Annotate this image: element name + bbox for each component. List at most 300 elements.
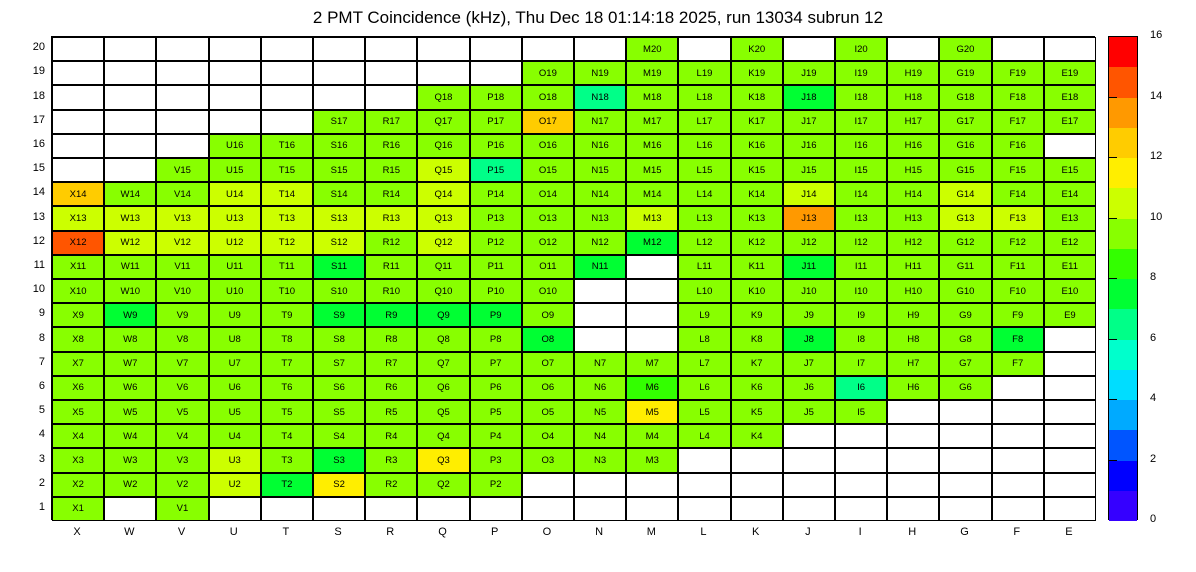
heatmap-cell: W13 (104, 206, 156, 230)
heatmap-cell: X7 (52, 352, 104, 376)
heatmap-cell: P3 (470, 448, 522, 472)
heatmap-cell: O8 (522, 327, 574, 351)
x-axis-tick-label: X (73, 526, 81, 538)
y-axis-tick-label: 14 (32, 186, 45, 199)
colorbar-segment (1109, 128, 1137, 158)
colorbar-segment (1109, 188, 1137, 218)
heatmap-cell-empty (887, 497, 939, 521)
heatmap-cell: U7 (209, 352, 261, 376)
heatmap-cell: R16 (365, 134, 417, 158)
heatmap-cell: S15 (313, 158, 365, 182)
heatmap-cell: S2 (313, 473, 365, 497)
colorbar-tick-mark (1108, 339, 1117, 340)
heatmap-cell: W11 (104, 255, 156, 279)
heatmap-cell: E12 (1044, 231, 1096, 255)
heatmap-cell: K6 (731, 376, 783, 400)
heatmap-cell: L6 (678, 376, 730, 400)
heatmap-cell-empty (939, 448, 991, 472)
heatmap-cell: X6 (52, 376, 104, 400)
heatmap-cell: K7 (731, 352, 783, 376)
heatmap-cell-empty (52, 158, 104, 182)
heatmap-cell: T14 (261, 182, 313, 206)
colorbar-segment (1109, 370, 1137, 400)
heatmap-cell: Q15 (417, 158, 469, 182)
heatmap-cell: T15 (261, 158, 313, 182)
heatmap-cell: U13 (209, 206, 261, 230)
heatmap-cell-empty (887, 448, 939, 472)
heatmap-cell: V2 (156, 473, 208, 497)
heatmap-cell: P7 (470, 352, 522, 376)
heatmap-cell-empty (887, 424, 939, 448)
heatmap-cell: N4 (574, 424, 626, 448)
colorbar-segment (1109, 37, 1137, 67)
x-axis-tick-label: K (752, 526, 760, 538)
heatmap-cell: R11 (365, 255, 417, 279)
heatmap-cell: K9 (731, 303, 783, 327)
heatmap-cell-empty (104, 85, 156, 109)
heatmap-cell: U2 (209, 473, 261, 497)
heatmap-cell-empty (731, 497, 783, 521)
heatmap-cell-empty (835, 424, 887, 448)
heatmap-cell: R13 (365, 206, 417, 230)
heatmap-cell-empty (835, 497, 887, 521)
heatmap-cell-empty (209, 37, 261, 61)
heatmap-cell: H9 (887, 303, 939, 327)
heatmap-cell: H18 (887, 85, 939, 109)
heatmap-cell: N12 (574, 231, 626, 255)
heatmap-cell: V5 (156, 400, 208, 424)
heatmap-cell: O3 (522, 448, 574, 472)
heatmap-cell-empty (992, 400, 1044, 424)
heatmap-cell-empty (783, 473, 835, 497)
heatmap-cell: M14 (626, 182, 678, 206)
colorbar-tick-label: 8 (1150, 271, 1157, 283)
heatmap-cell: F15 (992, 158, 1044, 182)
heatmap-cell: Q2 (417, 473, 469, 497)
heatmap-cell: M15 (626, 158, 678, 182)
heatmap-cell-empty (209, 497, 261, 521)
heatmap-cell-empty (992, 497, 1044, 521)
heatmap-cell: K18 (731, 85, 783, 109)
heatmap-cell: W3 (104, 448, 156, 472)
heatmap-cell-empty (1044, 376, 1096, 400)
heatmap-cell-empty (261, 37, 313, 61)
heatmap-cell-empty (365, 37, 417, 61)
heatmap-cell: P12 (470, 231, 522, 255)
heatmap-cell: L7 (678, 352, 730, 376)
heatmap-cell: T9 (261, 303, 313, 327)
heatmap-cell: E13 (1044, 206, 1096, 230)
heatmap-cell: I9 (835, 303, 887, 327)
heatmap-cell: K13 (731, 206, 783, 230)
heatmap-cell: T7 (261, 352, 313, 376)
colorbar-tick-mark (1108, 399, 1117, 400)
heatmap-cell: T2 (261, 473, 313, 497)
heatmap-cell-empty (939, 473, 991, 497)
heatmap-cell: H7 (887, 352, 939, 376)
heatmap-cell-empty (313, 497, 365, 521)
heatmap-cell-empty (522, 473, 574, 497)
heatmap-cell: P8 (470, 327, 522, 351)
heatmap-cell-empty (1044, 448, 1096, 472)
heatmap-cell: X4 (52, 424, 104, 448)
heatmap-cell-empty (209, 110, 261, 134)
heatmap-cell-empty (261, 110, 313, 134)
heatmap-cell: O7 (522, 352, 574, 376)
heatmap-cell: L17 (678, 110, 730, 134)
heatmap-cell: P17 (470, 110, 522, 134)
heatmap-cell: G20 (939, 37, 991, 61)
colorbar-segment (1109, 430, 1137, 460)
heatmap-cell-empty (52, 134, 104, 158)
heatmap-cell: J13 (783, 206, 835, 230)
heatmap-cell: S4 (313, 424, 365, 448)
colorbar-tick-label: 14 (1150, 89, 1163, 102)
heatmap-cell-empty (939, 497, 991, 521)
heatmap-cell: L16 (678, 134, 730, 158)
heatmap-cell: O10 (522, 279, 574, 303)
y-axis-tick-label: 19 (32, 65, 45, 78)
heatmap-cell: G12 (939, 231, 991, 255)
heatmap-cell: J6 (783, 376, 835, 400)
heatmap-cell: I16 (835, 134, 887, 158)
heatmap-cell-empty (156, 37, 208, 61)
heatmap-cell-empty (731, 473, 783, 497)
heatmap-cell: F8 (992, 327, 1044, 351)
heatmap-cell: O17 (522, 110, 574, 134)
x-axis-tick-label: M (646, 526, 656, 538)
heatmap-cell: G6 (939, 376, 991, 400)
heatmap-cell: S14 (313, 182, 365, 206)
heatmap-cell: G15 (939, 158, 991, 182)
heatmap-cell: J12 (783, 231, 835, 255)
heatmap-cell: Q3 (417, 448, 469, 472)
heatmap-cell: E15 (1044, 158, 1096, 182)
heatmap-cell: E9 (1044, 303, 1096, 327)
heatmap-cell: N17 (574, 110, 626, 134)
heatmap-cell-empty (417, 497, 469, 521)
heatmap-cell-empty (731, 448, 783, 472)
heatmap-cell-empty (626, 255, 678, 279)
heatmap-cell: V11 (156, 255, 208, 279)
heatmap-cell: H14 (887, 182, 939, 206)
heatmap-cell: W9 (104, 303, 156, 327)
x-axis-tick-label: G (960, 526, 969, 538)
heatmap-cell: I7 (835, 352, 887, 376)
heatmap-cell: V9 (156, 303, 208, 327)
y-axis-tick-label: 11 (33, 258, 45, 271)
heatmap-cell: K5 (731, 400, 783, 424)
heatmap-cell: G7 (939, 352, 991, 376)
heatmap-cell-empty (574, 279, 626, 303)
heatmap-cell: G17 (939, 110, 991, 134)
heatmap-cell: S5 (313, 400, 365, 424)
heatmap-cell-empty (574, 303, 626, 327)
heatmap-cell-empty (626, 327, 678, 351)
heatmap-cell: P16 (470, 134, 522, 158)
heatmap-cell: P10 (470, 279, 522, 303)
heatmap-cell-empty (104, 134, 156, 158)
heatmap-cell-empty (678, 448, 730, 472)
heatmap-cell: O11 (522, 255, 574, 279)
heatmap-cell: L11 (678, 255, 730, 279)
heatmap-cell-empty (104, 110, 156, 134)
y-axis-tick-label: 9 (38, 307, 45, 320)
heatmap-cell: Q13 (417, 206, 469, 230)
heatmap-cell: X10 (52, 279, 104, 303)
heatmap-cell: H16 (887, 134, 939, 158)
heatmap-cell: I12 (835, 231, 887, 255)
heatmap-cell: R15 (365, 158, 417, 182)
heatmap-cell: S12 (313, 231, 365, 255)
heatmap-cell: N3 (574, 448, 626, 472)
heatmap-cell: M4 (626, 424, 678, 448)
heatmap-cell: S16 (313, 134, 365, 158)
heatmap-cell: K10 (731, 279, 783, 303)
heatmap-cell: K15 (731, 158, 783, 182)
heatmap-cell: N19 (574, 61, 626, 85)
heatmap-cell: F16 (992, 134, 1044, 158)
heatmap-cell: F18 (992, 85, 1044, 109)
heatmap-cell: R2 (365, 473, 417, 497)
heatmap-cell: M13 (626, 206, 678, 230)
heatmap-cell: I17 (835, 110, 887, 134)
heatmap-cell-empty (104, 37, 156, 61)
heatmap-cell: H19 (887, 61, 939, 85)
heatmap-cell: N11 (574, 255, 626, 279)
x-axis-tick-label: U (229, 526, 238, 538)
heatmap-cell-empty (992, 37, 1044, 61)
colorbar-segment (1109, 309, 1137, 339)
heatmap-cell-empty (522, 497, 574, 521)
heatmap-cell: W12 (104, 231, 156, 255)
heatmap-cell-empty (992, 376, 1044, 400)
heatmap-cell: I11 (835, 255, 887, 279)
heatmap-cell: Q4 (417, 424, 469, 448)
heatmap-cell: I18 (835, 85, 887, 109)
heatmap-cell: S3 (313, 448, 365, 472)
heatmap-cell: I8 (835, 327, 887, 351)
heatmap-cell: J8 (783, 327, 835, 351)
heatmap-cell: Q7 (417, 352, 469, 376)
heatmap-cell: R9 (365, 303, 417, 327)
heatmap-cell: V7 (156, 352, 208, 376)
heatmap-cell: J11 (783, 255, 835, 279)
heatmap-cell: X12 (52, 231, 104, 255)
y-axis-tick-label: 15 (32, 162, 45, 175)
heatmap-cell: L10 (678, 279, 730, 303)
heatmap-cell-empty (209, 85, 261, 109)
heatmap-cell: E14 (1044, 182, 1096, 206)
heatmap-cell: T3 (261, 448, 313, 472)
heatmap-cell-empty (1044, 327, 1096, 351)
x-axis-tick-label: I (858, 526, 862, 538)
heatmap-cell: Q17 (417, 110, 469, 134)
heatmap-cell: P2 (470, 473, 522, 497)
x-axis-tick-label: E (1065, 526, 1073, 538)
heatmap-cell: U8 (209, 327, 261, 351)
heatmap-cell-empty (887, 37, 939, 61)
heatmap-cell: H8 (887, 327, 939, 351)
heatmap-cell: F10 (992, 279, 1044, 303)
heatmap-cell-empty (626, 497, 678, 521)
colorbar-tick-label: 2 (1150, 452, 1157, 465)
colorbar-tick-label: 6 (1150, 331, 1157, 344)
heatmap-cell: S8 (313, 327, 365, 351)
heatmap-cell-empty (156, 85, 208, 109)
heatmap-cell: S11 (313, 255, 365, 279)
heatmap-cell: V1 (156, 497, 208, 521)
y-axis-tick-label: 12 (32, 234, 45, 247)
colorbar-segment (1109, 249, 1137, 279)
heatmap-cell: G18 (939, 85, 991, 109)
heatmap-cell-empty (1044, 497, 1096, 521)
heatmap-cell: R12 (365, 231, 417, 255)
heatmap-cell: O16 (522, 134, 574, 158)
heatmap-cell: R3 (365, 448, 417, 472)
y-axis-tick-label: 3 (38, 452, 45, 465)
heatmap-cell-empty (939, 424, 991, 448)
heatmap-cell: O6 (522, 376, 574, 400)
heatmap-cell: U6 (209, 376, 261, 400)
heatmap-cell: F17 (992, 110, 1044, 134)
heatmap-cell: T4 (261, 424, 313, 448)
heatmap-cell: L19 (678, 61, 730, 85)
heatmap-cell-empty (156, 134, 208, 158)
heatmap-cell: Q5 (417, 400, 469, 424)
heatmap-cell: O14 (522, 182, 574, 206)
heatmap-cell-empty (783, 497, 835, 521)
heatmap-cell-empty (104, 497, 156, 521)
heatmap-cell-empty (1044, 37, 1096, 61)
colorbar-tick-label: 0 (1150, 513, 1157, 525)
heatmap-cell: H13 (887, 206, 939, 230)
heatmap-cell-empty (835, 448, 887, 472)
heatmap-cell: Q12 (417, 231, 469, 255)
heatmap-cell: W4 (104, 424, 156, 448)
heatmap-cell: S9 (313, 303, 365, 327)
heatmap-cell: L18 (678, 85, 730, 109)
heatmap-cell: N7 (574, 352, 626, 376)
heatmap-cell: U3 (209, 448, 261, 472)
colorbar-tick-mark (1108, 157, 1117, 158)
colorbar-tick-label: 12 (1150, 150, 1163, 162)
y-axis-tick-label: 8 (38, 331, 45, 344)
colorbar-segment (1109, 279, 1137, 309)
colorbar-segment (1109, 461, 1137, 491)
heatmap-cell-empty (261, 85, 313, 109)
heatmap-cell: G16 (939, 134, 991, 158)
heatmap-cell-empty (417, 37, 469, 61)
y-axis-tick-label: 7 (38, 355, 45, 368)
heatmap-cell: P11 (470, 255, 522, 279)
colorbar-segment (1109, 491, 1137, 521)
heatmap-cell: Q18 (417, 85, 469, 109)
heatmap-cell: R8 (365, 327, 417, 351)
heatmap-cell: L13 (678, 206, 730, 230)
heatmap-cell: S6 (313, 376, 365, 400)
heatmap-cell: R17 (365, 110, 417, 134)
colorbar-tick-label: 16 (1150, 29, 1163, 41)
heatmap-cell: H10 (887, 279, 939, 303)
colorbar-segment (1109, 67, 1137, 97)
heatmap-cell: H17 (887, 110, 939, 134)
x-axis-tick-label: J (805, 526, 811, 538)
heatmap-cell-empty (261, 497, 313, 521)
heatmap-cell: J7 (783, 352, 835, 376)
heatmap-cell-empty (783, 424, 835, 448)
heatmap-cell: I15 (835, 158, 887, 182)
heatmap-cell-empty (678, 37, 730, 61)
heatmap-cell: K14 (731, 182, 783, 206)
heatmap-cell: K8 (731, 327, 783, 351)
y-axis-tick-label: 5 (38, 404, 45, 417)
heatmap-cell: Q14 (417, 182, 469, 206)
colorbar-segment (1109, 340, 1137, 370)
heatmap-cell-empty (1044, 473, 1096, 497)
heatmap-cell-empty (992, 424, 1044, 448)
heatmap-cell: N15 (574, 158, 626, 182)
heatmap-cell: Q9 (417, 303, 469, 327)
heatmap-cell: G11 (939, 255, 991, 279)
heatmap-cell: S10 (313, 279, 365, 303)
heatmap-cell-empty (1044, 352, 1096, 376)
heatmap-cell: L8 (678, 327, 730, 351)
heatmap-cell: P14 (470, 182, 522, 206)
heatmap-cell: M20 (626, 37, 678, 61)
x-axis-tick-label: V (177, 526, 186, 538)
heatmap-cell: Q6 (417, 376, 469, 400)
heatmap-cell-empty (1044, 424, 1096, 448)
heatmap-cell: E11 (1044, 255, 1096, 279)
heatmap-cell: W14 (104, 182, 156, 206)
heatmap-cell: V12 (156, 231, 208, 255)
heatmap-cell-empty (626, 279, 678, 303)
heatmap-cell-empty (678, 497, 730, 521)
heatmap-cell-empty (626, 303, 678, 327)
heatmap-cell: P9 (470, 303, 522, 327)
heatmap-cell: U12 (209, 231, 261, 255)
heatmap-cell: M18 (626, 85, 678, 109)
heatmap-cell: N6 (574, 376, 626, 400)
heatmap-cell: X11 (52, 255, 104, 279)
heatmap-cell: I14 (835, 182, 887, 206)
x-axis-tick-label: N (595, 526, 604, 538)
x-axis-tick-label: H (908, 526, 917, 538)
heatmap-cell: E10 (1044, 279, 1096, 303)
heatmap-cell: R5 (365, 400, 417, 424)
heatmap-cell: I19 (835, 61, 887, 85)
heatmap-cell-empty (417, 61, 469, 85)
heatmap-cell: X1 (52, 497, 104, 521)
heatmap-cell: F14 (992, 182, 1044, 206)
heatmap-cell-empty (156, 61, 208, 85)
heatmap-cell: O5 (522, 400, 574, 424)
heatmap-cell: M19 (626, 61, 678, 85)
heatmap-cell: K4 (731, 424, 783, 448)
heatmap-cell-empty (52, 37, 104, 61)
heatmap-cell: K11 (731, 255, 783, 279)
heatmap-cell: I20 (835, 37, 887, 61)
heatmap-cell: Q8 (417, 327, 469, 351)
heatmap-cell: E18 (1044, 85, 1096, 109)
heatmap-cell: V8 (156, 327, 208, 351)
heatmap-cell: M7 (626, 352, 678, 376)
colorbar-tick-label: 4 (1150, 392, 1157, 404)
heatmap-cell: U5 (209, 400, 261, 424)
heatmap-cell-empty (574, 37, 626, 61)
heatmap-cell: N14 (574, 182, 626, 206)
